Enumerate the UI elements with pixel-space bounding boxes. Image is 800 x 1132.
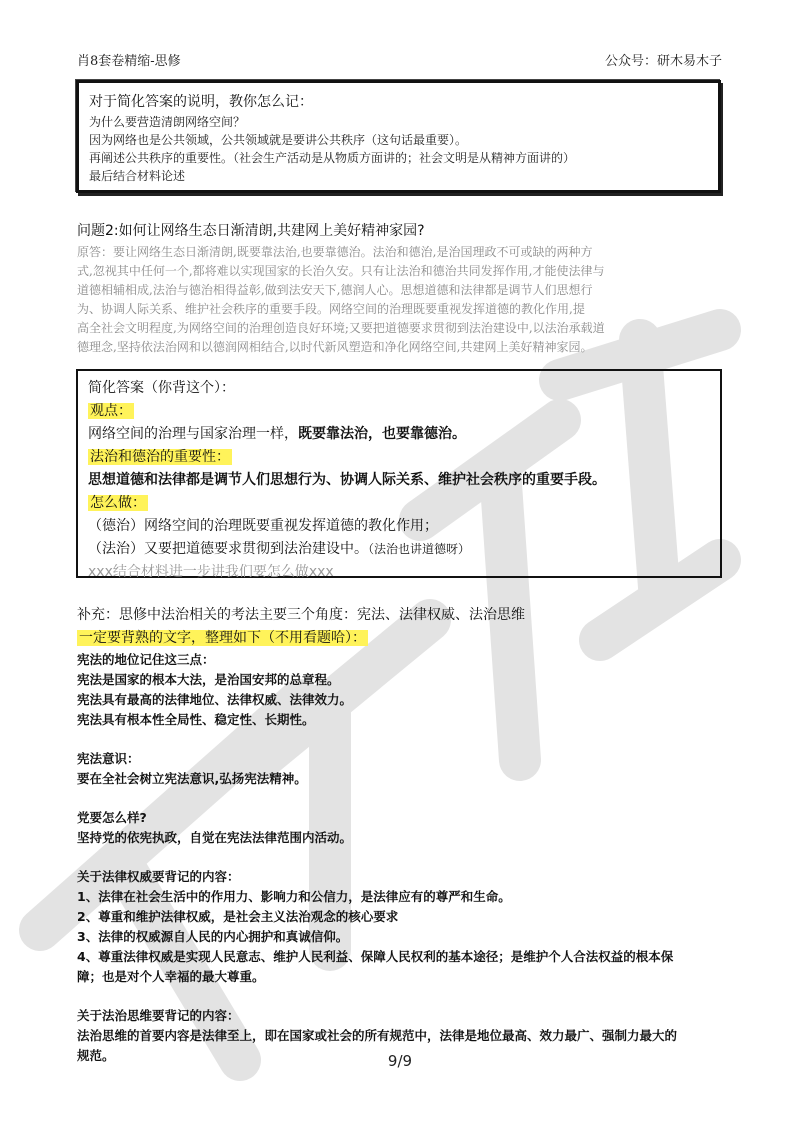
original-line: 原答：要让网络生态日渐清朗,既要靠法治,也要靠德治。法治和德治,是治国理政不可或缺的两种方 bbox=[77, 245, 593, 259]
intro-box bbox=[76, 80, 721, 193]
original-line: 德理念,坚持依法治网和以德润网相结合,以时代新风塑造和净化网络空间,共建网上美好精神家园。 bbox=[77, 340, 593, 354]
simple-answer-box bbox=[76, 369, 722, 578]
importance-label: 法治和德治的重要性： bbox=[90, 449, 230, 465]
intro-line: 再阐述公共秩序的重要性。（社会生产活动是从物质方面讲的；社会文明是从精神方面讲的） bbox=[89, 151, 576, 165]
original-line: 道德相辅相成,法治与德治相得益彰,做到法安天下,德润人心。思想道德和法律都是调节人们思想行 bbox=[77, 283, 593, 297]
original-line: 高全社会文明程度,为网络空间的治理创造良好环境;又要把道德要求贯彻到法治建设中,以法治承载道 bbox=[77, 321, 605, 335]
law-authority-line: 3、法律的权威源自人民的内心拥护和真诚信仰。 bbox=[77, 929, 349, 944]
law-authority-line: 2、尊重和维护法律权威，是社会主义法治观念的核心要求 bbox=[77, 909, 399, 924]
viewpoint-text: 网络空间的治理与国家治理一样， bbox=[88, 426, 298, 442]
supplement-highlight: 一定要背熟的文字，整理如下（不用看题哈）： bbox=[79, 630, 366, 646]
constitution-awareness-title: 宪法意识： bbox=[77, 751, 140, 766]
party-title: 党要怎么样? bbox=[77, 810, 147, 825]
intro-box-title: 对于简化答案的说明，教你怎么记： bbox=[89, 94, 313, 110]
party-line: 坚持党的依宪执政，自觉在宪法法律范围内活动。 bbox=[77, 830, 353, 845]
constitution-status-title: 宪法的地位记住这三点： bbox=[77, 652, 215, 667]
law-authority-line: 4、尊重法律权威是实现人民意志、维护人民利益、保障人民权利的基本途径；是维护个人合法权益的根本保 bbox=[77, 949, 674, 964]
law-authority-title: 关于法律权威要背记的内容： bbox=[77, 869, 240, 884]
importance-text: 思想道德和法律都是调节人们思想行为、协调人际关系、维护社会秩序的重要手段。 bbox=[88, 472, 606, 488]
page-number: 9/9 bbox=[387, 1052, 413, 1070]
viewpoint-label: 观点： bbox=[90, 403, 132, 419]
constitution-awareness-line: 要在全社会树立宪法意识,弘扬宪法精神。 bbox=[77, 771, 307, 786]
intro-line: 为什么要营造清朗网络空间？ bbox=[89, 115, 246, 129]
constitution-status-line: 宪法具有根本性全局性、稳定性、长期性。 bbox=[77, 712, 315, 727]
supplement-intro: 补充：思修中法治相关的考法主要三个角度：宪法、法律权威、法治思维 bbox=[77, 607, 525, 623]
intro-line: 最后结合材料论述 bbox=[89, 169, 186, 183]
original-answer bbox=[77, 243, 722, 357]
how-step-2: （法治）又要把道德要求贯彻到法治建设中。 bbox=[88, 541, 368, 557]
original-line: 式,忽视其中任何一个,都将难以实现国家的长治久安。只有让法治和德治共同发挥作用,才能使法律与 bbox=[77, 264, 605, 278]
original-line: 为、协调人际关系、维护社会秩序的重要手段。网络空间的治理既要重视发挥道德的教化作用,提 bbox=[77, 302, 585, 316]
rule-of-law-title: 关于法治思维要背记的内容： bbox=[77, 1008, 240, 1023]
law-authority-line: 障；也是对个人幸福的最大尊重。 bbox=[77, 969, 265, 984]
intro-line: 因为网络也是公共领域，公共领域就是要讲公共秩序（这句话最重要）。 bbox=[89, 133, 468, 147]
rule-of-law-line: 规范。 bbox=[77, 1048, 115, 1063]
header-doc-title: 肖8套卷精缩-思修 bbox=[77, 54, 181, 69]
combine-note: xxx结合材料进一步讲我们要怎么做xxx bbox=[88, 564, 334, 580]
how-step-1: （德治）网络空间的治理既要重视发挥道德的教化作用； bbox=[88, 518, 438, 534]
header-account: 公众号：研木易木子 bbox=[604, 54, 722, 69]
rule-of-law-line: 法治思维的首要内容是法律至上，即在国家或社会的所有规范中，法律是地位最高、效力最广、强制力最大的 bbox=[77, 1028, 678, 1043]
how-step-2-note: （法治也讲道德呀） bbox=[368, 542, 471, 556]
viewpoint-emphasis: 既要靠法治，也要靠德治。 bbox=[298, 426, 466, 442]
how-label: 怎么做： bbox=[90, 495, 146, 511]
simple-answer-title: 简化答案（你背这个）： bbox=[88, 380, 235, 396]
constitution-status-line: 宪法具有最高的法律地位、法律权威、法律效力。 bbox=[77, 692, 353, 707]
question-2-title: 问题2:如何让网络生态日渐清朗,共建网上美好精神家园? bbox=[77, 223, 425, 239]
supplement-section bbox=[77, 604, 727, 1066]
constitution-status-line: 宪法是国家的根本大法，是治国安邦的总章程。 bbox=[77, 672, 340, 687]
law-authority-line: 1、法律在社会生活中的作用力、影响力和公信力，是法律应有的尊严和生命。 bbox=[77, 889, 511, 904]
